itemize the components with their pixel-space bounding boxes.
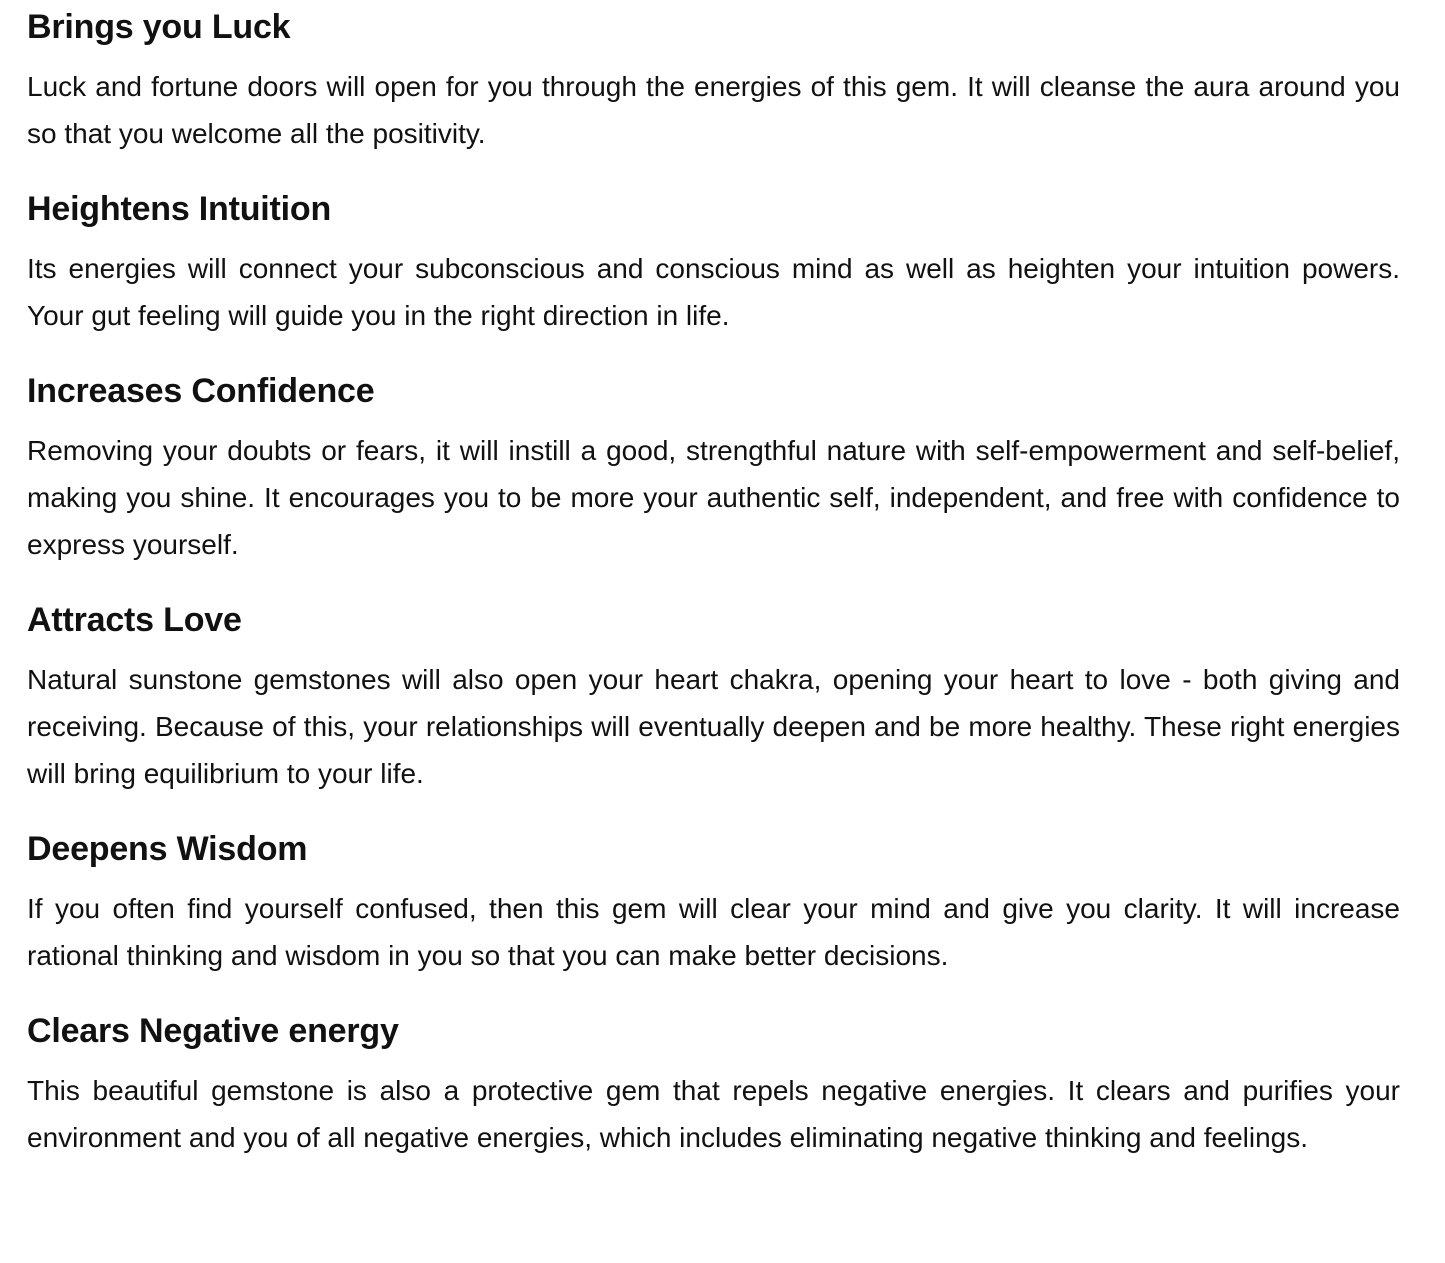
section-heading: Clears Negative energy <box>27 1012 399 1050</box>
benefit-section-intuition <box>27 186 1400 339</box>
section-paragraph: Natural sunstone gemstones will also open your heart chakra, opening your heart to love - both giving and receiving. Because of this, your relationships will eventually deepen and be more healthy. These right energies will bring equilibrium to your life. <box>27 664 1400 789</box>
section-heading: Attracts Love <box>27 601 242 639</box>
section-paragraph: Luck and fortune doors will open for you through the energies of this gem. It will cleanse the aura around you so that you welcome all the positivity. <box>27 71 1400 149</box>
section-paragraph: Removing your doubts or fears, it will instill a good, strengthful nature with self-empowerment and self-belief, making you shine. It encourages you to be more your authentic self, independent, and free with confidence to express yourself. <box>27 435 1400 560</box>
benefit-section-wisdom <box>27 826 1400 979</box>
section-heading: Deepens Wisdom <box>27 830 308 868</box>
section-paragraph: Its energies will connect your subconscious and conscious mind as well as heighten your intuition powers. Your gut feeling will guide you in the right direction in life. <box>27 253 1400 331</box>
benefit-section-negative-energy <box>27 1008 1400 1161</box>
section-paragraph: This beautiful gemstone is also a protective gem that repels negative energies. It clears and purifies your environment and you of all negative energies, which includes eliminating negative thinking and feelings. <box>27 1075 1400 1153</box>
section-heading: Heightens Intuition <box>27 190 332 228</box>
section-heading: Increases Confidence <box>27 372 375 410</box>
benefit-section-love <box>27 597 1400 797</box>
benefit-section-luck <box>27 4 1400 157</box>
benefit-section-confidence <box>27 368 1400 568</box>
section-paragraph: If you often find yourself confused, then this gem will clear your mind and give you clarity. It will increase rational thinking and wisdom in you so that you can make better decisions. <box>27 893 1400 971</box>
section-heading: Brings you Luck <box>27 8 291 46</box>
